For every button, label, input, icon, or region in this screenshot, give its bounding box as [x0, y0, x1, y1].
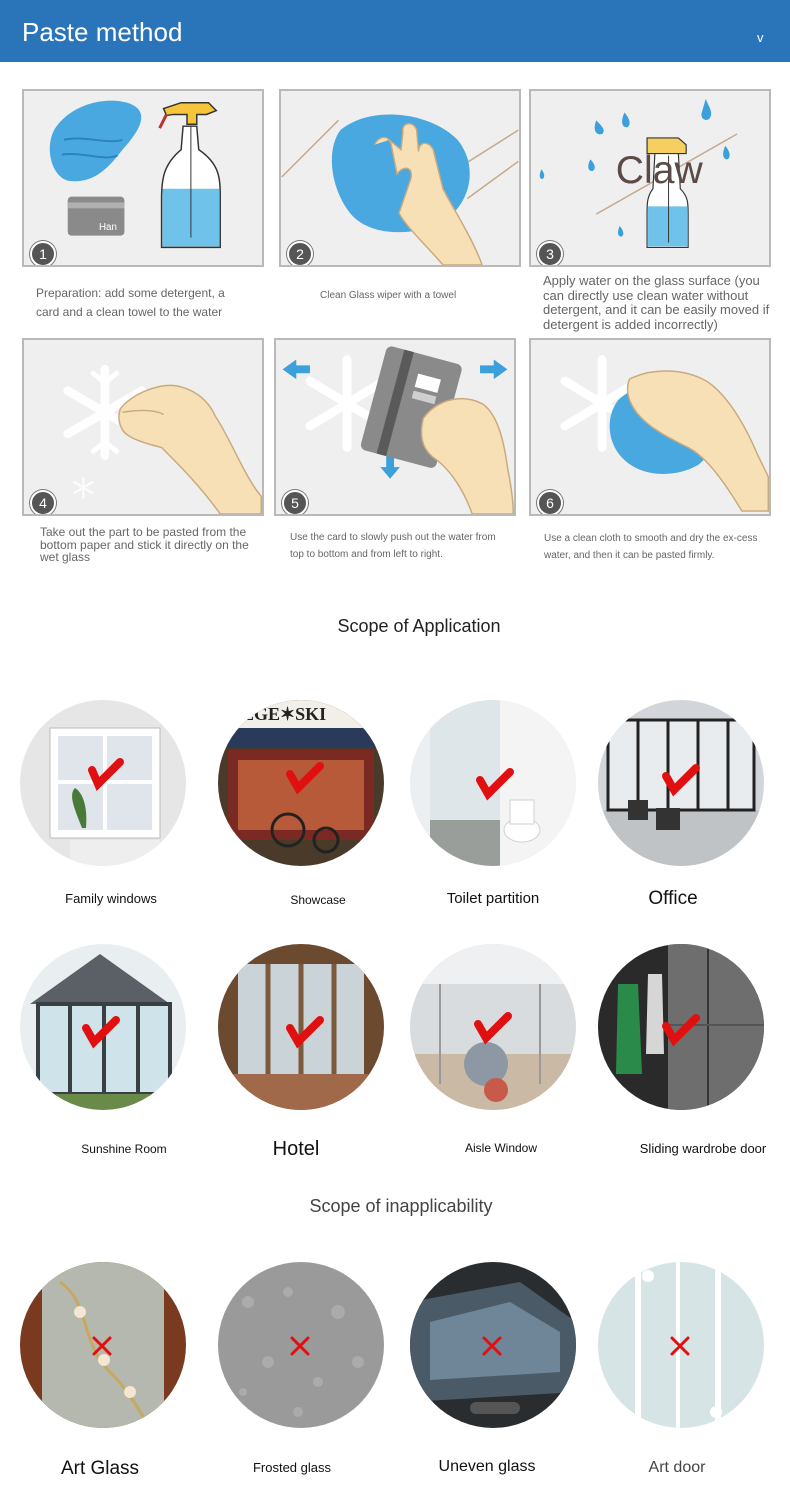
label-sunshine-room: Sunshine Room [81, 1142, 167, 1156]
label-toilet-partition: Toilet partition [446, 890, 540, 907]
sunshine-room-image [20, 944, 186, 1110]
step-2-number: 2 [287, 241, 313, 267]
step-1-illustration [24, 91, 262, 265]
toilet-partition-image [410, 700, 576, 866]
label-family-windows: Family windows [65, 891, 157, 906]
hotel-image [218, 944, 384, 1110]
step-2-caption: Clean Glass wiper with a towel [320, 290, 457, 301]
step-5-illustration [276, 340, 514, 514]
art-glass-image [20, 1262, 186, 1428]
label-hotel: Hotel [272, 1138, 320, 1160]
step-1-panel [22, 89, 264, 267]
shop-sign: EGE✶SKI [242, 704, 327, 724]
showcase-image [218, 700, 384, 866]
label-art-door: Art door [648, 1459, 706, 1476]
label-frosted-glass: Frosted glass [252, 1460, 332, 1475]
frosted-glass-image [218, 1262, 384, 1428]
uneven-glass-image [410, 1262, 576, 1428]
step-4-illustration [24, 340, 262, 514]
step-4-panel [22, 338, 264, 516]
step-6-caption: Use a clean cloth to smooth and dry the ex-cess water, and then it can be pasted firmly. [544, 533, 758, 561]
card-text: Han [99, 221, 117, 233]
step-6-illustration [531, 340, 769, 514]
step-3-illustration [531, 91, 769, 265]
page-title: Paste method [22, 17, 183, 47]
step-4-number: 4 [30, 490, 56, 516]
chevron-down-icon[interactable]: v [757, 30, 764, 45]
header-bar [0, 0, 790, 62]
step-6-number: 6 [537, 490, 563, 516]
step-5-caption: Use the card to slowly push out the water from top to bottom and from left to right. [290, 532, 496, 560]
step-6-panel [529, 338, 771, 516]
scope-inapplicability-title: Scope of inapplicability [309, 1196, 493, 1216]
step-3-caption: Apply water on the glass surface (you can directly use clean water without detergent, and it can be easily moved if detergent is added incorrectly) [543, 273, 770, 332]
art-door-image [598, 1262, 764, 1428]
label-art-glass: Art Glass [60, 1458, 140, 1479]
step-5-panel [274, 338, 516, 516]
claw-overlay: Claw [615, 148, 703, 192]
step-1-caption: Preparation: add some detergent, a card and a clean towel to the water [36, 286, 225, 319]
label-showcase: Showcase [290, 893, 346, 907]
aisle-window-image [410, 944, 576, 1110]
step-3-number: 3 [537, 241, 563, 267]
step-2-illustration [281, 91, 519, 265]
step-1-number: 1 [30, 241, 56, 267]
sliding-wardrobe-image [598, 944, 764, 1110]
scope-application-title: Scope of Application [337, 616, 501, 636]
label-uneven-glass: Uneven glass [438, 1458, 536, 1475]
step-4-caption: Take out the part to be pasted from the bottom paper and stick it directly on the wet glass [40, 525, 249, 564]
office-image [598, 700, 764, 866]
step-2-panel [279, 89, 521, 267]
family-windows-image [20, 700, 186, 866]
label-office: Office [648, 888, 698, 909]
step-5-number: 5 [282, 490, 308, 516]
step-3-panel [529, 89, 771, 267]
label-aisle-window: Aisle Window [464, 1141, 538, 1155]
label-sliding-wardrobe-door: Sliding wardrobe door [639, 1141, 767, 1156]
